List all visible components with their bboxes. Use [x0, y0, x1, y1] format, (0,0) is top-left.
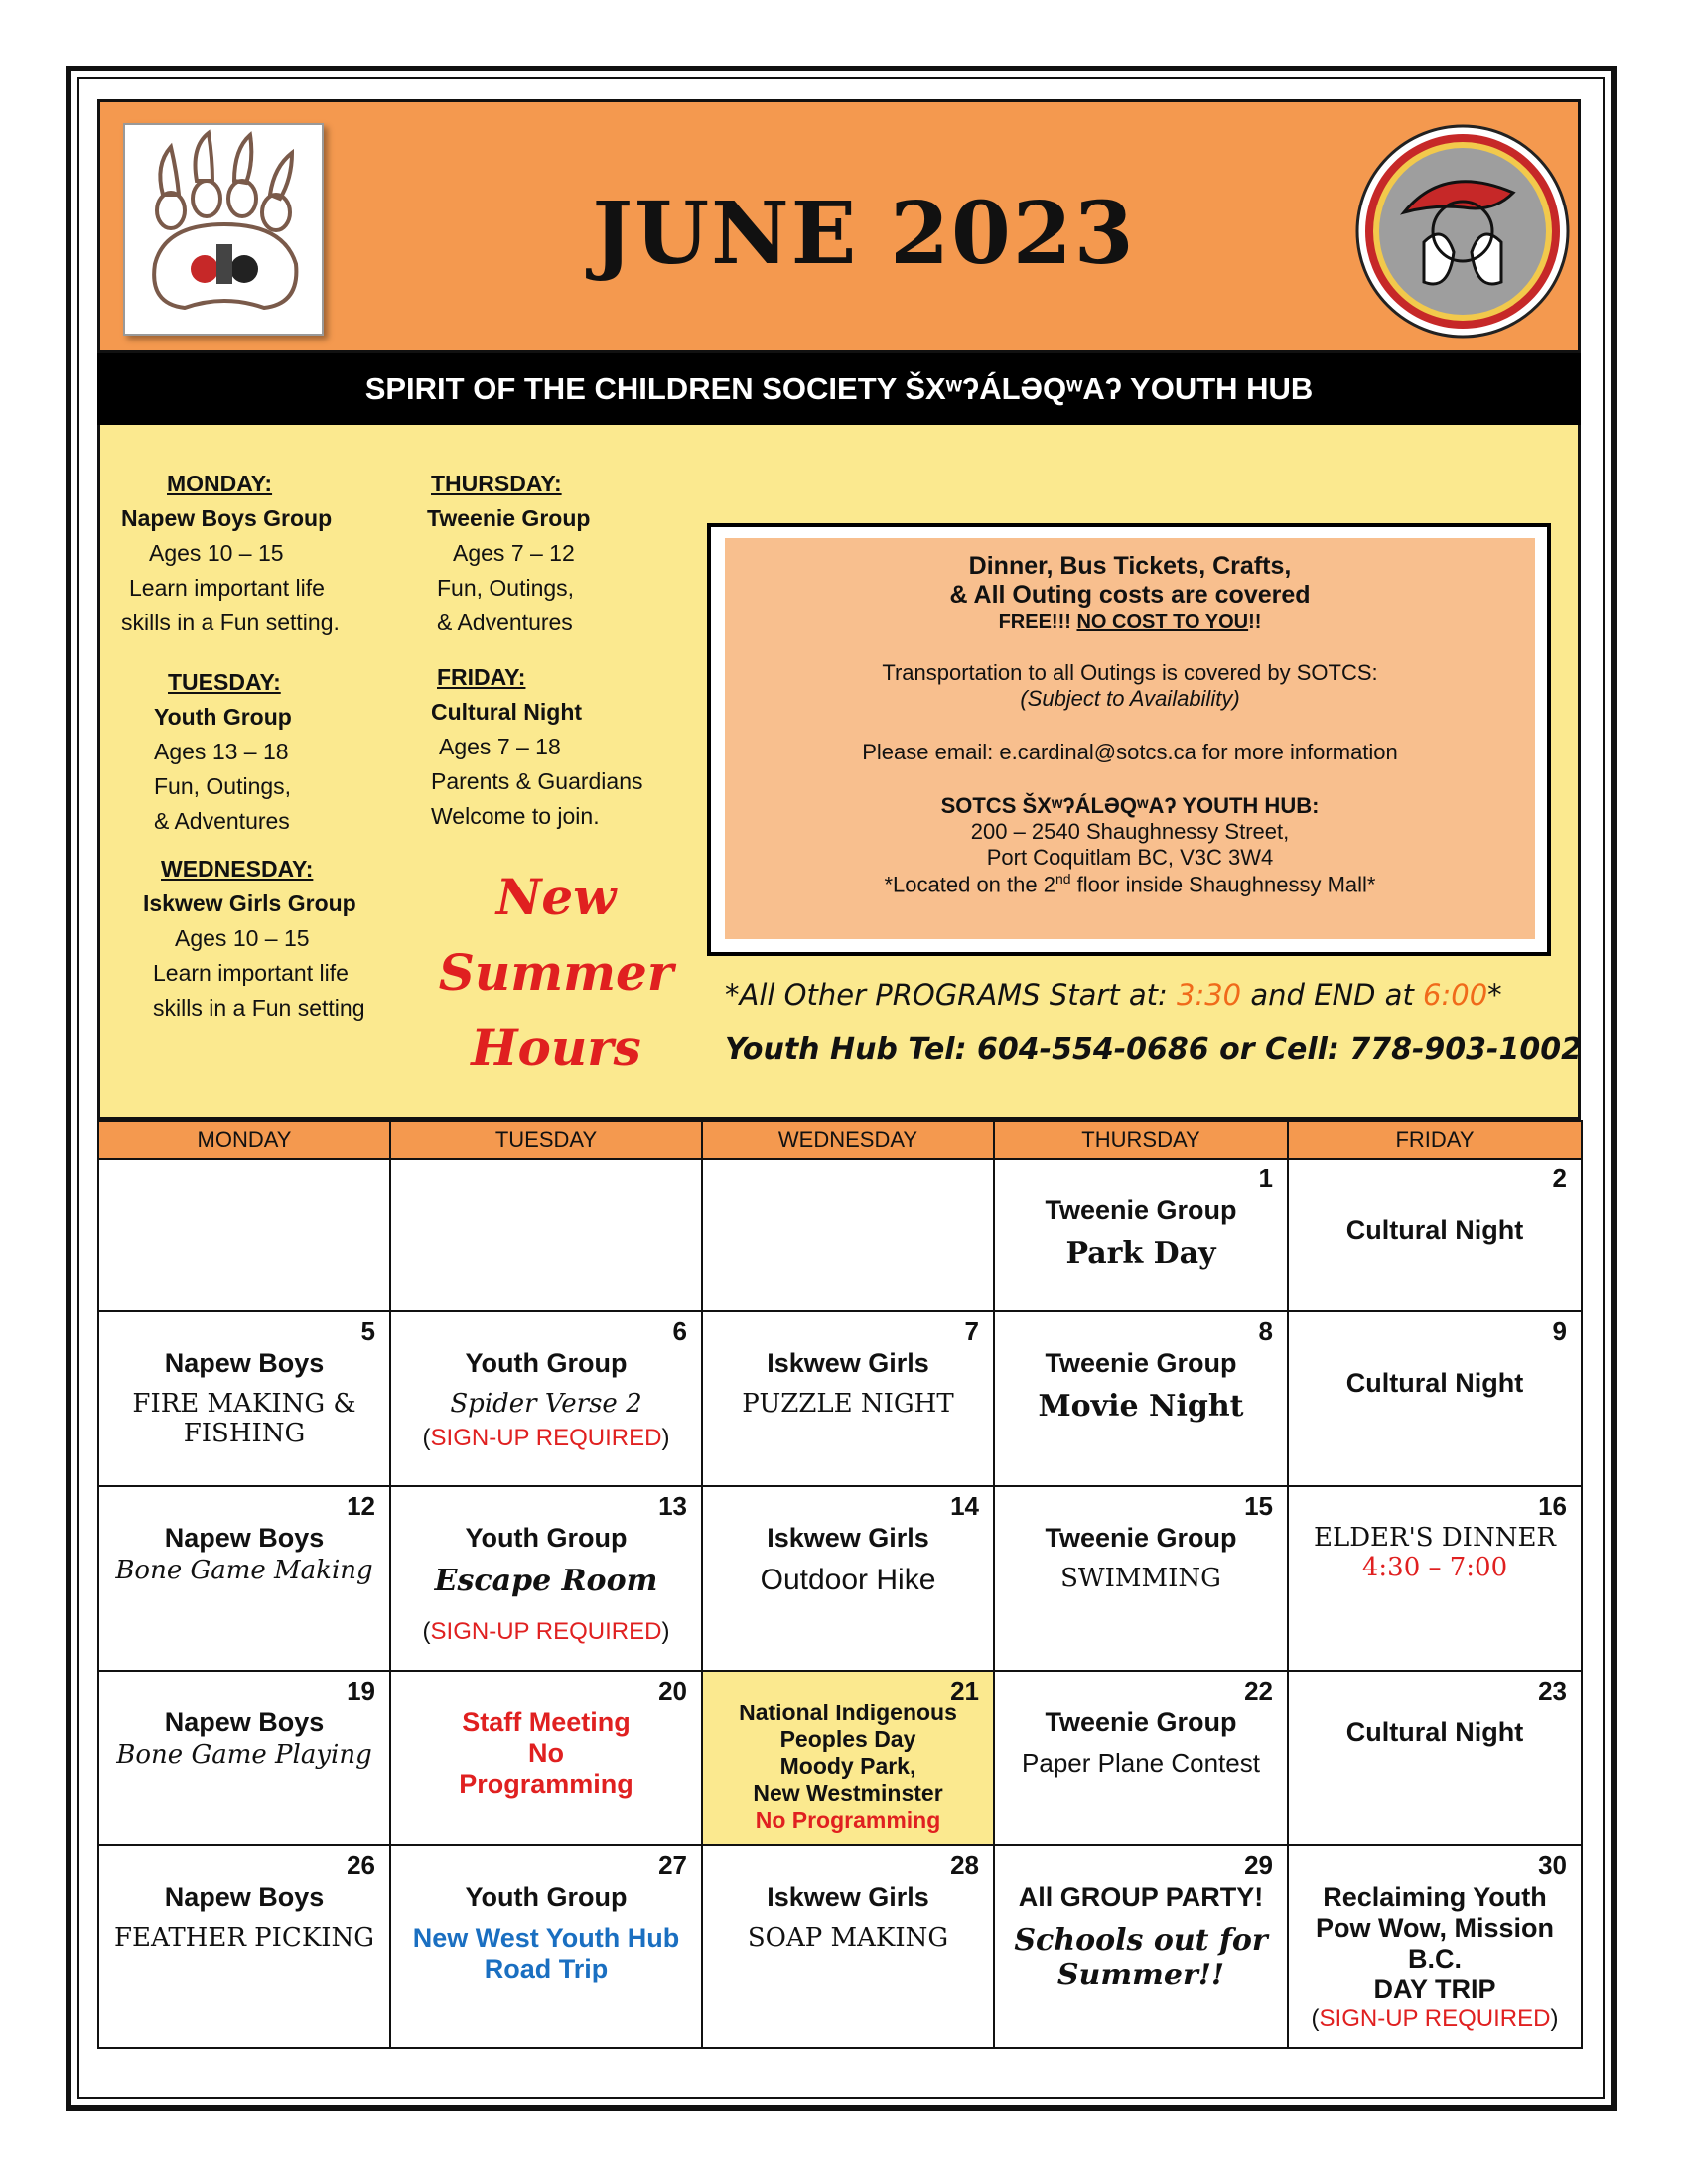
day-group: Tweenie Group: [1045, 1523, 1237, 1553]
costs-info-box: [725, 538, 1535, 939]
friday-ages: Ages 7 – 18: [439, 734, 561, 759]
tuesday-ages: Ages 13 – 18: [154, 739, 289, 764]
day-group: Iskwew Girls: [767, 1348, 929, 1378]
day-line-4: DAY TRIP: [1373, 1975, 1496, 2004]
day-number: 7: [964, 1316, 979, 1346]
contact-phone: Youth Hub Tel: 604-554-0686 or Cell: 778-903-1002: [725, 1032, 1582, 1067]
day-cell-13: [390, 1486, 702, 1671]
empty-day-cell: [702, 1159, 994, 1311]
hours-pre: *All Other PROGRAMS Start at:: [725, 978, 1177, 1012]
day-line-4: New Westminster: [753, 1780, 943, 1806]
location-post: floor inside Shaughnessy Mall*: [1070, 872, 1376, 897]
wednesday-program: [143, 852, 421, 1025]
free-text: FREE!!!: [998, 612, 1077, 633]
society-banner: SPIRIT OF THE CHILDREN SOCIETY ŠXʷʔÁLƏQʷAʔ YOUTH HUB: [97, 353, 1581, 425]
day-line-3: Programming: [459, 1769, 633, 1799]
day-activity: Escape Room: [434, 1564, 658, 1598]
day-number: 21: [950, 1676, 979, 1706]
hours-post: *: [1487, 978, 1502, 1012]
no-cost-text: NO COST TO YOU: [1076, 612, 1249, 633]
wednesday-desc-1: Learn important life: [153, 960, 349, 986]
weekday-header-thursday: THURSDAY: [994, 1121, 1288, 1159]
day-line-3: Moody Park,: [779, 1753, 916, 1779]
tuesday-heading: TUESDAY:: [168, 669, 281, 695]
day-activity: FEATHER PICKING: [113, 1923, 375, 1953]
hours-mid: and END at: [1241, 978, 1424, 1012]
location-line: [725, 871, 1535, 897]
day-cell-27: [390, 1845, 702, 2048]
day-number: 12: [347, 1491, 375, 1521]
thursday-desc-2: & Adventures: [437, 610, 573, 635]
weekday-header-monday: MONDAY: [98, 1121, 390, 1159]
weekday-header-friday: FRIDAY: [1288, 1121, 1582, 1159]
day-group: Iskwew Girls: [767, 1882, 929, 1912]
address-line-2: Port Coquitlam BC, V3C 3W4: [986, 845, 1274, 870]
signup-note: (SIGN-UP REQUIRED): [422, 1425, 670, 1451]
tuesday-program: [154, 665, 392, 839]
friday-desc-2: Welcome to join.: [431, 803, 600, 829]
hub-title: SOTCS ŠXʷʔÁLƏQʷAʔ YOUTH HUB:: [940, 793, 1320, 818]
day-number: 30: [1538, 1850, 1567, 1880]
day-cell-7: [702, 1311, 994, 1486]
thursday-heading: THURSDAY:: [431, 471, 562, 496]
wednesday-group: Iskwew Girls Group: [143, 890, 356, 916]
email-line: Please email: e.cardinal@sotcs.ca for more information: [862, 740, 1398, 764]
day-cell-19: [98, 1671, 390, 1845]
day-group: Cultural Night: [1345, 1717, 1524, 1747]
day-group: Iskwew Girls: [767, 1523, 929, 1553]
day-number: 23: [1538, 1676, 1567, 1706]
friday-group: Cultural Night: [431, 699, 583, 725]
day-activity: PUZZLE NIGHT: [742, 1389, 954, 1419]
friday-program: [431, 660, 689, 834]
monday-heading: MONDAY:: [167, 471, 273, 496]
transport-line: Transportation to all Outings is covered by SOTCS:: [882, 660, 1378, 685]
day-number: 15: [1244, 1491, 1273, 1521]
location-sup: nd: [1055, 871, 1071, 887]
tuesday-group: Youth Group: [154, 704, 292, 730]
monday-ages: Ages 10 – 15: [149, 540, 284, 566]
program-hours: [725, 978, 1599, 1012]
day-activity: SWIMMING: [1060, 1564, 1221, 1593]
day-cell-5: [98, 1311, 390, 1486]
wednesday-heading: WEDNESDAY:: [161, 856, 314, 882]
day-line-2: No: [528, 1738, 564, 1768]
day-group: Cultural Night: [1345, 1215, 1524, 1245]
day-number: 14: [950, 1491, 979, 1521]
day-cell-30: [1288, 1845, 1582, 2048]
day-cell-9: [1288, 1311, 1582, 1486]
day-number: 29: [1244, 1850, 1273, 1880]
monday-desc-1: Learn important life: [129, 575, 325, 601]
day-cell-26: [98, 1845, 390, 2048]
day-number: 19: [347, 1676, 375, 1706]
day-number: 20: [658, 1676, 687, 1706]
day-group: Tweenie Group: [1045, 1707, 1237, 1737]
thursday-group: Tweenie Group: [427, 505, 591, 531]
calendar-grid: [97, 1120, 1583, 2049]
society-seal-icon: [1354, 123, 1571, 340]
day-group: Youth Group: [465, 1882, 628, 1912]
day-activity: Bone Game Making: [115, 1556, 373, 1585]
thursday-program: [427, 467, 665, 640]
signup-note: (SIGN-UP REQUIRED): [422, 1618, 670, 1645]
day-cell-20: [390, 1671, 702, 1845]
day-number: 9: [1552, 1316, 1567, 1346]
day-number: 22: [1244, 1676, 1273, 1706]
day-number: 6: [672, 1316, 687, 1346]
day-activity: New West Youth Hub Road Trip: [412, 1923, 680, 1983]
day-activity: FIRE MAKING & FISHING: [132, 1389, 356, 1448]
weekday-header-tuesday: TUESDAY: [390, 1121, 702, 1159]
page-title: JUNE 2023: [592, 184, 1136, 284]
day-cell-2: [1288, 1159, 1582, 1311]
day-number: 16: [1538, 1491, 1567, 1521]
thursday-desc-1: Fun, Outings,: [437, 575, 575, 601]
day-cell-21: [702, 1671, 994, 1845]
signup-text: SIGN-UP REQUIRED: [430, 1425, 662, 1451]
subject-line: (Subject to Availability): [1020, 686, 1240, 711]
day-cell-23: [1288, 1671, 1582, 1845]
no-cost-bang: !!: [1248, 612, 1262, 633]
day-line-2: Peoples Day: [779, 1726, 916, 1752]
end-time: 6:00: [1423, 978, 1488, 1012]
monday-desc-2: skills in a Fun setting.: [121, 610, 340, 635]
monday-group: Napew Boys Group: [121, 505, 333, 531]
wednesday-ages: Ages 10 – 15: [175, 925, 310, 951]
day-line-3: B.C.: [1408, 1944, 1462, 1974]
signup-note: (SIGN-UP REQUIRED): [1311, 2005, 1559, 2032]
day-number: 28: [950, 1850, 979, 1880]
day-number: 2: [1552, 1163, 1567, 1193]
new-summer-hours-callout: [427, 860, 685, 1086]
day-activity: ELDER'S DINNER: [1313, 1523, 1557, 1553]
day-group: Napew Boys: [164, 1882, 325, 1912]
summer-line-2: Summer: [438, 943, 674, 1002]
day-group: Tweenie Group: [1045, 1348, 1237, 1378]
start-time: 3:30: [1177, 978, 1242, 1012]
free-notice: [725, 612, 1535, 634]
day-group: Napew Boys: [164, 1348, 325, 1378]
costs-line-2: & All Outing costs are covered: [949, 581, 1311, 609]
day-line-5: No Programming: [755, 1807, 941, 1833]
day-cell-6: [390, 1311, 702, 1486]
day-group: Tweenie Group: [1045, 1195, 1237, 1225]
empty-day-cell: [98, 1159, 390, 1311]
empty-day-cell: [390, 1159, 702, 1311]
day-group: Napew Boys: [164, 1523, 325, 1553]
day-cell-16: [1288, 1486, 1582, 1671]
location-pre: *Located on the 2: [884, 872, 1055, 897]
address-line-1: 200 – 2540 Shaughnessy Street,: [970, 819, 1290, 844]
day-group: Napew Boys: [164, 1707, 325, 1737]
wednesday-desc-2: skills in a Fun setting: [153, 995, 365, 1021]
day-number: 26: [347, 1850, 375, 1880]
day-cell-12: [98, 1486, 390, 1671]
day-cell-1: [994, 1159, 1288, 1311]
day-activity: Schools out for Summer!!: [1014, 1923, 1268, 1992]
day-line-2: Pow Wow, Mission: [1315, 1913, 1554, 1943]
bear-paw-logo-icon: [123, 123, 324, 336]
friday-desc-1: Parents & Guardians: [431, 768, 643, 794]
day-activity: SOAP MAKING: [747, 1923, 949, 1953]
monday-program: [121, 467, 379, 640]
day-cell-22: [994, 1671, 1288, 1845]
weekday-header-wednesday: WEDNESDAY: [702, 1121, 994, 1159]
day-number: 13: [658, 1491, 687, 1521]
day-group: All GROUP PARTY!: [1018, 1882, 1264, 1912]
day-activity: Paper Plane Contest: [1022, 1748, 1260, 1778]
day-number: 8: [1258, 1316, 1273, 1346]
day-group: Youth Group: [465, 1348, 628, 1378]
day-group: Youth Group: [465, 1523, 628, 1553]
day-number: 1: [1258, 1163, 1273, 1193]
day-time: 4:30 – 7:00: [1361, 1553, 1508, 1582]
day-cell-14: [702, 1486, 994, 1671]
summer-line-3: Hours: [471, 1019, 641, 1077]
day-group: Cultural Night: [1345, 1368, 1524, 1398]
costs-line-1: Dinner, Bus Tickets, Crafts,: [968, 552, 1292, 580]
signup-text: SIGN-UP REQUIRED: [1319, 2005, 1551, 2032]
day-activity: Spider Verse 2: [450, 1389, 642, 1419]
day-cell-29: [994, 1845, 1288, 2048]
signup-text: SIGN-UP REQUIRED: [430, 1618, 662, 1645]
tuesday-desc-1: Fun, Outings,: [154, 773, 292, 799]
day-activity: Park Day: [1065, 1236, 1216, 1271]
day-activity: Outdoor Hike: [760, 1564, 936, 1596]
day-number: 27: [658, 1850, 687, 1880]
day-number: 5: [360, 1316, 375, 1346]
friday-heading: FRIDAY:: [437, 664, 526, 690]
day-activity: Movie Night: [1038, 1389, 1244, 1424]
thursday-ages: Ages 7 – 12: [453, 540, 575, 566]
summer-line-1: New: [495, 868, 617, 926]
day-line-1: National Indigenous: [739, 1700, 957, 1725]
day-cell-8: [994, 1311, 1288, 1486]
day-line-1: Staff Meeting: [462, 1707, 631, 1737]
day-line-1: Reclaiming Youth: [1323, 1882, 1547, 1912]
tuesday-desc-2: & Adventures: [154, 808, 290, 834]
day-cell-15: [994, 1486, 1288, 1671]
day-cell-28: [702, 1845, 994, 2048]
day-activity: Bone Game Playing: [116, 1740, 372, 1770]
